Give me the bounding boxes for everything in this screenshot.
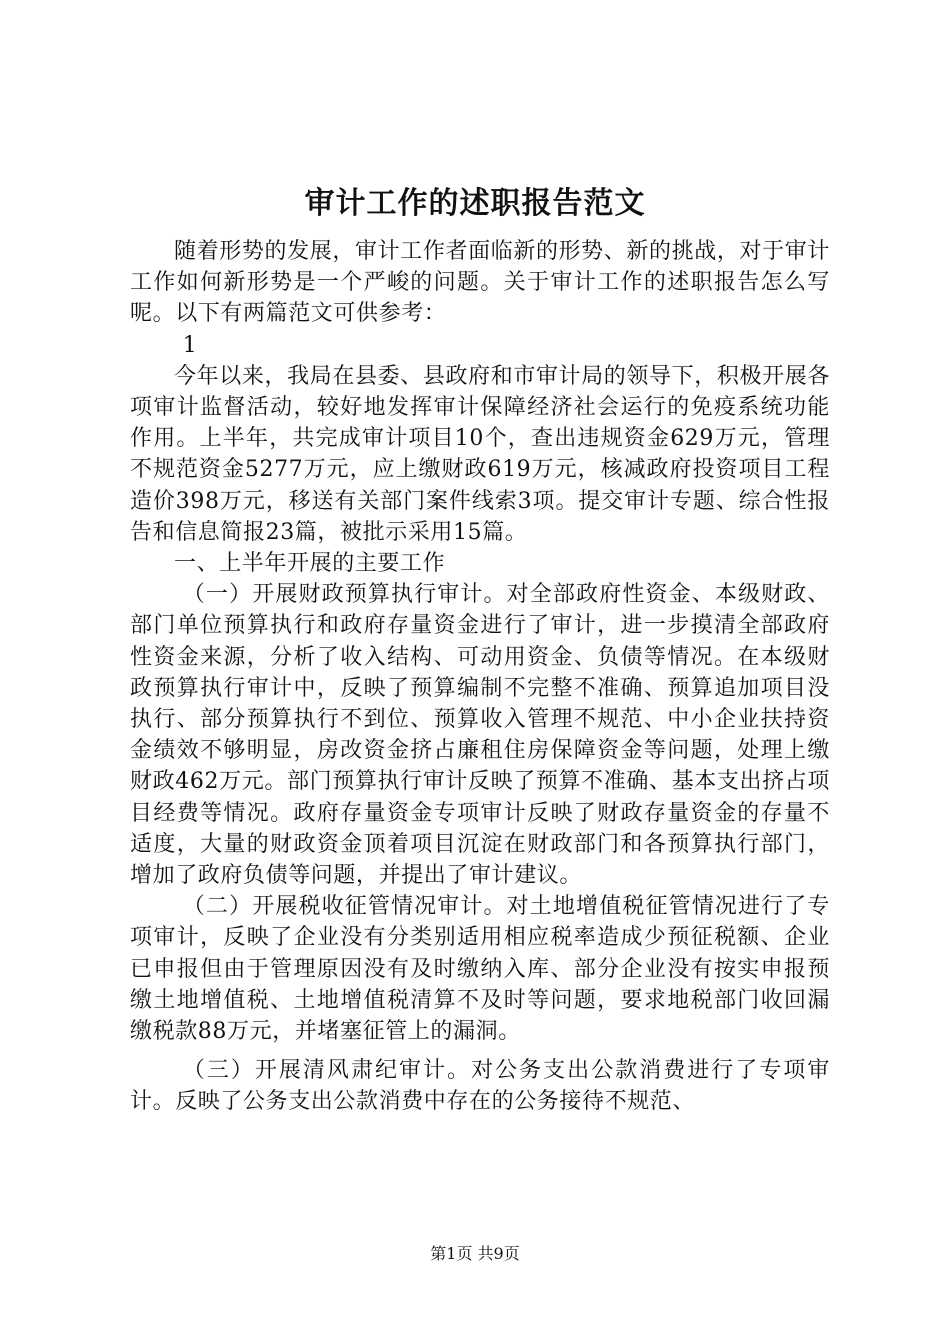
- document-body: [130, 236, 830, 1118]
- sample-number: 1: [182, 332, 198, 358]
- summary-paragraph: 今年以来，我局在县委、县政府和市审计局的领导下，积极开展各项审计监督活动，较好地发挥审计保障经济社会运行的免疫系统功能作用。上半年，共完成审计项目10个，查出违规资金629万元，管理不规范资金5277万元，应上缴财政619万元，核减政府投资项目工程造价398万元，移送有关部门案件线索3项。提交审计专题、综合性报告和信息简报23篇，被批示采用15篇。: [130, 363, 830, 545]
- subsection-paragraph-2: （二）开展税收征管情况审计。对土地增值税征管情况进行了专项审计，反映了企业没有分类别适用相应税率造成少预征税额、企业已申报但由于管理原因没有及时缴纳入库、部分企业没有按实申报预缴土地增值税、土地增值税清算不及时等问题，要求地税部门收回漏缴税款88万元，并堵塞征管上的漏洞。: [130, 894, 830, 1045]
- document-title: 审计工作的述职报告范文: [304, 186, 646, 221]
- subsection-paragraph-3: （三）开展清风肃纪审计。对公务支出公款消费进行了专项审计。反映了公务支出公款消费中存在的公务接待不规范、: [130, 1058, 830, 1115]
- subsection-paragraph-1: （一）开展财政预算执行审计。对全部政府性资金、本级财政、部门单位预算执行和政府存量资金进行了审计，进一步摸清全部政府性资金来源，分析了收入结构、可动用资金、负债等情况。在本级财政预算执行审计中，反映了预算编制不完整不准确、预算追加项目没执行、部分预算执行不到位、预算收入管理不规范、中小企业扶持资金绩效不够明显，房改资金挤占廉租住房保障资金等问题，处理上缴财政462万元。部门预算执行审计反映了预算不准确、基本支出挤占项目经费等情况。政府存量资金专项审计反映了财政存量资金的存量不适度，大量的财政资金顶着项目沉淀在财政部门和各预算执行部门，增加了政府负债等问题，并提出了审计建议。: [130, 582, 830, 889]
- page-footer: 第1页 共9页: [430, 1244, 520, 1263]
- section-heading: 一、上半年开展的主要工作: [174, 551, 446, 577]
- intro-paragraph: 随着形势的发展，审计工作者面临新的形势、新的挑战，对于审计工作如何新形势是一个严峻的问题。关于审计工作的述职报告怎么写呢。以下有两篇范文可供参考：: [130, 239, 830, 327]
